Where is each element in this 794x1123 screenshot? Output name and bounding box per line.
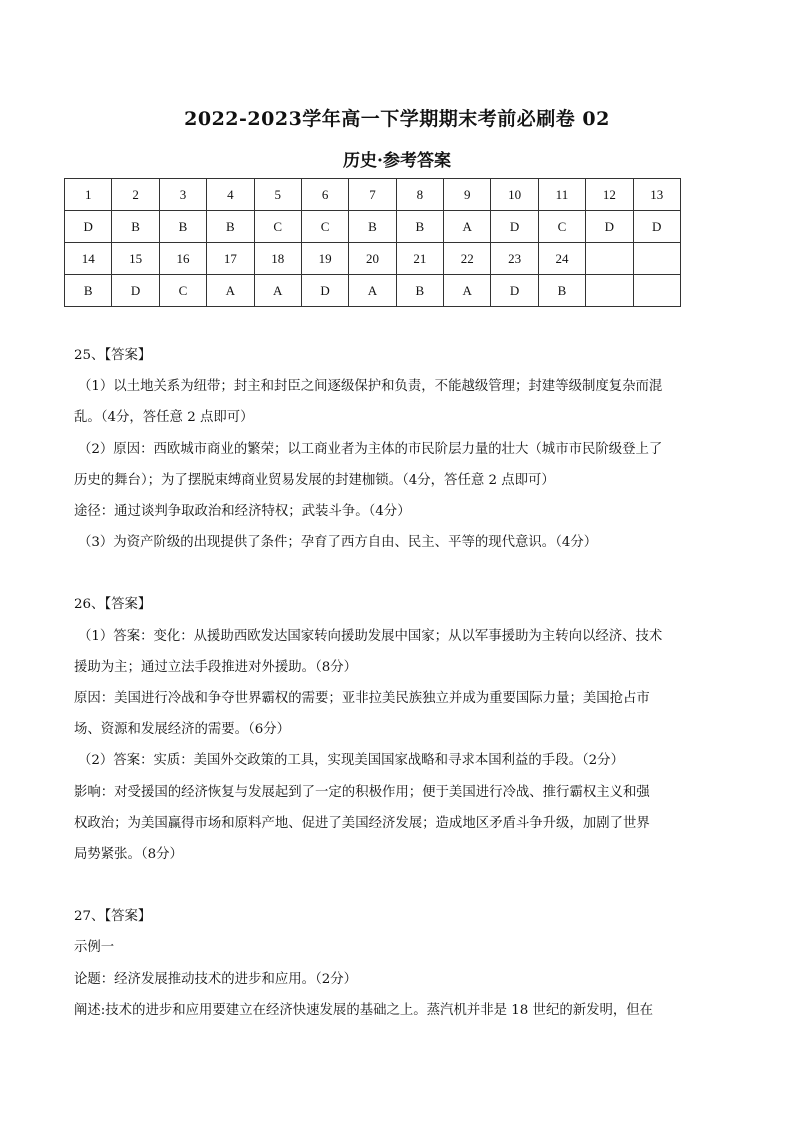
answer-table-cell: 6 [301, 179, 348, 211]
answer-table-cell: B [112, 211, 159, 243]
answer-table-cell: 5 [254, 179, 301, 211]
answer-table-cell: 21 [396, 243, 443, 275]
answer-table-cell: 20 [349, 243, 396, 275]
answer-table-cell: B [159, 211, 206, 243]
answer-table-cell: 7 [349, 179, 396, 211]
answer-table-cell: 9 [444, 179, 491, 211]
q25-line: 历史的舞台）；为了摆脱束缚商业贸易发展的封建枷锁。（4分，答任意 2 点即可） [74, 472, 555, 488]
answer-table-cell: C [538, 211, 585, 243]
answer-table-cell: A [444, 275, 491, 307]
q27-line: 示例一 [74, 940, 115, 956]
answer-table-cell: 19 [301, 243, 348, 275]
answer-table-cell: D [491, 275, 538, 307]
q25-line: （3）为资产阶级的出现提供了条件；孕育了西方自由、民主、平等的现代意识。（4分） [78, 535, 598, 551]
answer-table-row [65, 243, 681, 275]
answer-table-cell: 2 [112, 179, 159, 211]
answer-table-cell: 18 [254, 243, 301, 275]
q26-line: 场、资源和发展经济的需要。（6分） [74, 722, 291, 738]
answer-table-cell: 15 [112, 243, 159, 275]
answer-table-cell: 17 [207, 243, 254, 275]
answer-table-cell: 1 [65, 179, 112, 211]
page-title: 2022-2023学年高一下学期期末考前必刷卷 02 [184, 108, 610, 130]
q25-line: 途径：通过谈判争取政治和经济特权；武装斗争。（4分） [74, 504, 411, 520]
q27-line: 阐述:技术的进步和应用要建立在经济快速发展的基础之上。蒸汽机并非是 18 世纪的新发明，但在 [74, 1002, 654, 1018]
answer-table-cell: B [396, 275, 443, 307]
answer-table-cell: 12 [586, 179, 633, 211]
answer-table-cell: 22 [444, 243, 491, 275]
answer-table-cell: D [586, 211, 633, 243]
answer-table-cell [586, 275, 633, 307]
answer-table-cell: B [349, 211, 396, 243]
q26-header: 26、【答案】 [74, 597, 152, 613]
answer-table-cell: B [396, 211, 443, 243]
page-subtitle: 历史·参考答案 [343, 151, 451, 171]
answer-table-cell: D [301, 275, 348, 307]
answer-table-cell: D [633, 211, 681, 243]
answer-table-cell: D [65, 211, 112, 243]
q26-line: （2）答案：实质：美国外交政策的工具，实现美国国家战略和寻求本国利益的手段。（2分） [78, 753, 624, 769]
answer-table-cell: 11 [538, 179, 585, 211]
answer-table-cell [633, 275, 681, 307]
q26-line: 权政治；为美国赢得市场和原料产地、促进了美国经济发展；造成地区矛盾斗争升级，加剧了世界 [74, 815, 650, 831]
answer-table-cell: D [491, 211, 538, 243]
answer-table-cell: D [112, 275, 159, 307]
q25-header: 25、【答案】 [74, 348, 152, 363]
answer-table-cell: 14 [65, 243, 112, 275]
q25-line: （2）原因：西欧城市商业的繁荣；以工商业者为主体的市民阶层力量的壮大（城市市民阶级登上了 [78, 441, 663, 457]
q26-line: 影响：对受援国的经济恢复与发展起到了一定的积极作用；便于美国进行冷战、推行霸权主义和强 [74, 784, 650, 800]
answer-table-cell: C [159, 275, 206, 307]
answer-table-row [65, 179, 681, 211]
answer-table-cell: 8 [396, 179, 443, 211]
answer-content [74, 340, 684, 1026]
answer-table-cell: 10 [491, 179, 538, 211]
q26-line: 局势紧张。（8分） [74, 847, 183, 863]
answer-table-cell [586, 243, 633, 275]
answer-table-cell: B [207, 211, 254, 243]
answer-table [64, 178, 681, 307]
q26-line: （1）答案：变化：从援助西欧发达国家转向援助发展中国家；从以军事援助为主转向以经济、技术 [78, 628, 663, 644]
answer-table-cell: A [207, 275, 254, 307]
answer-table-cell: B [538, 275, 585, 307]
answer-table-cell: 16 [159, 243, 206, 275]
answer-table-cell: B [65, 275, 112, 307]
answer-table-cell: A [254, 275, 301, 307]
q25-line: 乱。（4分，答任意 2 点即可） [74, 410, 254, 426]
section-gap [74, 870, 684, 901]
answer-table-cell: 3 [159, 179, 206, 211]
answer-table-cell: 4 [207, 179, 254, 211]
answer-table-cell [633, 243, 681, 275]
answer-table-cell: C [254, 211, 301, 243]
answer-table-cell: 13 [633, 179, 681, 211]
section-gap [74, 558, 684, 589]
answer-table-cell: 24 [538, 243, 585, 275]
q25-line: （1）以土地关系为纽带；封主和封臣之间逐级保护和负责，不能越级管理；封建等级制度复杂而混 [78, 379, 663, 395]
answer-table-cell: C [301, 211, 348, 243]
q27-header: 27、【答案】 [74, 909, 152, 925]
answer-table-row [65, 211, 681, 243]
q26-line: 援助为主；通过立法手段推进对外援助。（8分） [74, 659, 358, 675]
answer-table-cell: 23 [491, 243, 538, 275]
answer-table-cell: A [444, 211, 491, 243]
q27-line: 论题：经济发展推动技术的进步和应用。（2分） [74, 971, 358, 987]
answer-table-cell: A [349, 275, 396, 307]
q26-line: 原因：美国进行冷战和争夺世界霸权的需要；亚非拉美民族独立并成为重要国际力量；美国抢占市 [74, 691, 650, 707]
answer-table-row [65, 275, 681, 307]
